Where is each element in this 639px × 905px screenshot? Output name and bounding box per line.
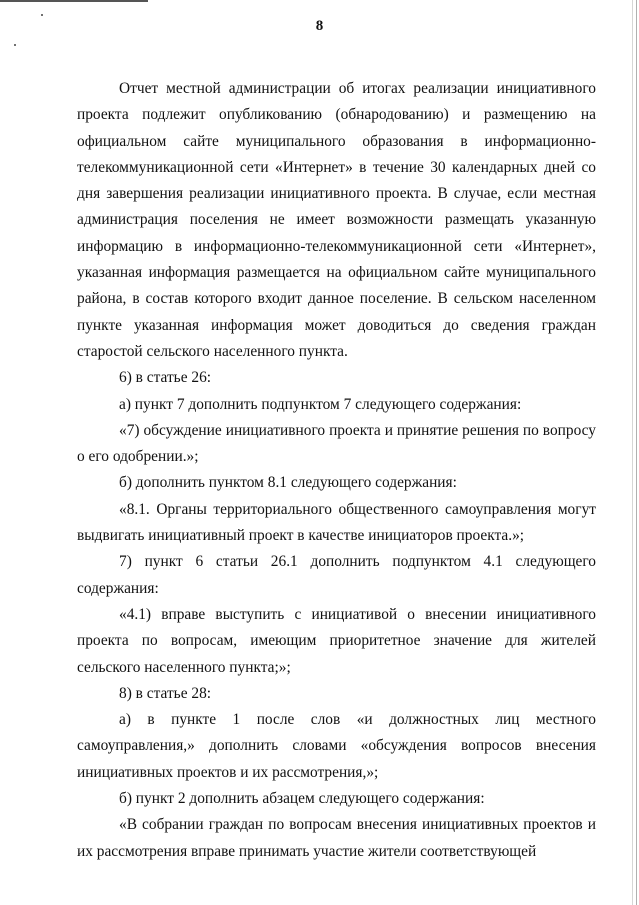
paragraph-item-2-amendment: б) пункт 2 дополнить абзацем следующего содержания: — [119, 790, 485, 808]
paragraph-item-8-1: б) дополнить пунктом 8.1 следующего содержания: — [119, 474, 457, 492]
paragraph-item-7: а) пункт 7 дополнить подпунктом 7 следующего содержания: — [119, 395, 522, 413]
paragraph-subitem-4-1-text: «4.1) вправе выступить с инициативой о внесении инициативного проекта по вопросам, имеющим приоритетное значение для жителей сельского населенного пункта;»; — [77, 605, 596, 676]
paragraph-item-8-1-text: «8.1. Органы территориального общественного самоуправления могут выдвигать инициативный проект в качестве инициаторов проекта.»; — [77, 500, 596, 545]
paragraph-item-1-amendment: а) в пункте 1 после слов «и должностных лиц местного самоуправления,» дополнить словами «обсуждения вопросов внесения инициативных проектов и их рассмотрения,»; — [77, 711, 596, 781]
scan-edge-line — [636, 0, 637, 905]
paragraph-citizens-meeting: «В собрании граждан по вопросам внесения инициативных проектов и их рассмотрения вправе принимать участие жители соответствующей — [77, 816, 596, 860]
paragraph-subitem-7-text: «7) обсуждение инициативного проекта и принятие решения по вопросу о его одобрении.»; — [77, 421, 596, 466]
document-body — [77, 76, 596, 865]
scan-artifact-line — [0, 0, 148, 2]
paragraph-article-26-1: 7) пункт 6 статьи 26.1 дополнить подпунктом 4.1 следующего содержания: — [77, 553, 596, 597]
paragraph-article-28: 8) в статье 28: — [119, 684, 212, 702]
scan-speck — [41, 14, 43, 16]
page-number: 8 — [315, 18, 324, 34]
scan-speck — [14, 44, 16, 46]
paragraph-article-26: 6) в статье 26: — [119, 369, 212, 387]
paragraph-report-publication: Отчет местной администрации об итогах реализации инициативного проекта подлежит опубликованию (обнародованию) и размещению на официальном сайте муниципального образования в информационно-телекоммуникационной сети «Интернет» в течение 30 календарных дней со дня завершения реализации инициативного проекта. В случае, если местная администрация поселения не имеет возможности размещать указанную информацию в информационно-телекоммуникационной сети «Интернет», указанная информация размещается на официальном сайте муниципального района, в состав которого входит данное поселение. В сельском населенном пункте указанная информация может доводиться до сведения граждан старостой сельского населенного пункта. — [77, 80, 596, 360]
scan-edge-line — [632, 0, 633, 905]
